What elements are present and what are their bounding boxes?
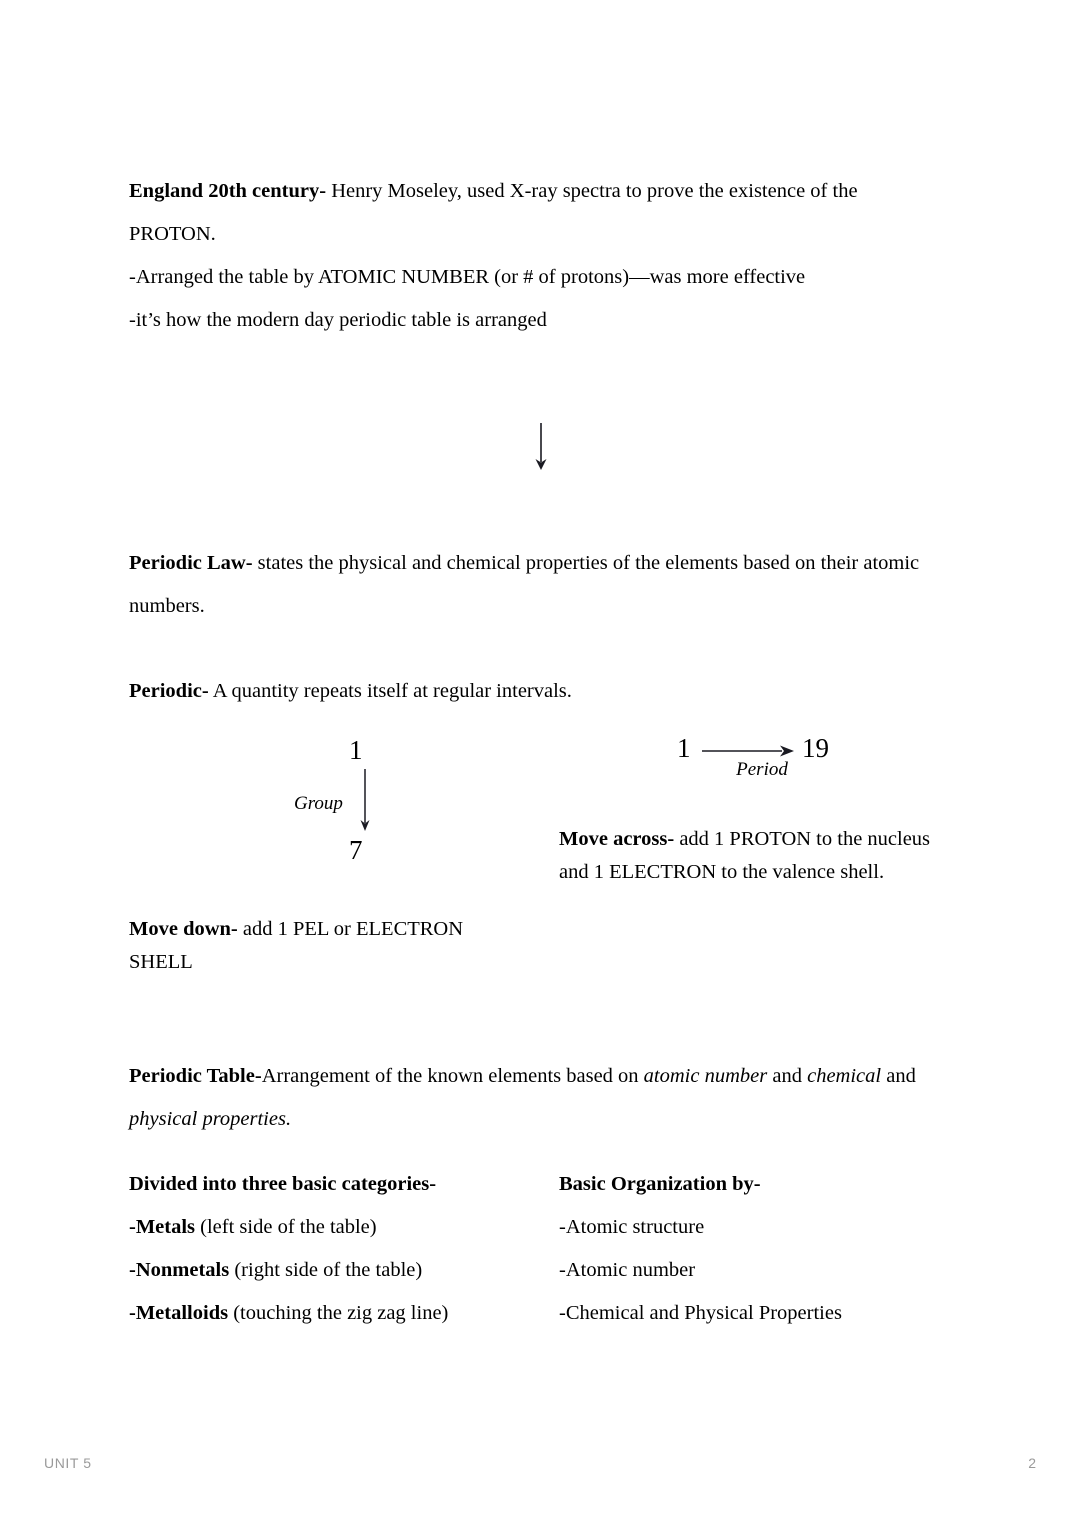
text-periodic-table-3: and <box>881 1065 916 1087</box>
definition-periodic-table <box>129 1055 931 1141</box>
page-content <box>129 170 931 1363</box>
move-down-paragraph <box>129 913 529 979</box>
period-start-value: 1 <box>677 733 691 763</box>
list-item: -Atomic number <box>559 1259 696 1281</box>
group-end-value: 7 <box>349 835 363 865</box>
group-diagram-label: Group <box>294 793 343 814</box>
categories-heading <box>129 1163 549 1206</box>
group-diagram <box>294 735 524 895</box>
spacer-after-law <box>129 628 931 670</box>
categories-heading-text: Divided into three basic categories- <box>129 1173 437 1195</box>
organization-heading-text: Basic Organization by- <box>559 1173 761 1195</box>
text-move-down: add 1 PEL or ELECTRON SHELL <box>129 918 464 973</box>
text-periodic-table-1: Arrangement of the known elements based on <box>261 1065 644 1087</box>
nonmetals-dash: - <box>129 1259 136 1281</box>
categories-column <box>129 1163 549 1335</box>
footer-unit-label: UNIT 5 <box>44 1455 92 1471</box>
metals-dash: - <box>129 1216 136 1238</box>
text-periodic-law: states the physical and chemical properties of the elements based on their atomic numbers. <box>129 552 920 617</box>
group-start-value: 1 <box>349 735 363 765</box>
intro-paragraph-moseley <box>129 170 931 256</box>
flow-arrow-container <box>129 402 931 464</box>
list-item <box>129 1249 549 1292</box>
definition-periodic-law <box>129 542 931 628</box>
move-across-paragraph <box>559 823 939 889</box>
text-move-across: add 1 PROTON to the nucleus and 1 ELECTRON to the valence shell. <box>559 828 931 883</box>
italic-atomic-number: atomic number <box>643 1065 768 1087</box>
term-periodic: Periodic- <box>129 680 209 702</box>
text-periodic: A quantity repeats itself at regular intervals. <box>208 680 572 702</box>
organization-column <box>559 1163 931 1335</box>
metals-label: Metals <box>135 1216 196 1238</box>
spacer-after-intro <box>129 342 931 402</box>
footer-page-number: 2 <box>1028 1455 1036 1471</box>
term-periodic-law: Periodic Law- <box>129 552 253 574</box>
metalloids-dash: - <box>129 1302 136 1324</box>
italic-physical-properties: physical properties. <box>129 1108 292 1130</box>
definition-periodic <box>129 670 931 713</box>
organization-heading <box>559 1163 931 1206</box>
move-down-block <box>129 913 529 979</box>
list-item <box>129 1292 549 1335</box>
list-item: -Chemical and Physical Properties <box>559 1302 842 1324</box>
spacer-before-periodic-table <box>129 985 931 1055</box>
down-arrow-icon <box>356 769 374 840</box>
intro-paragraph-atomic-number: -Arranged the table by ATOMIC NUMBER (or # of protons)—was more effective <box>129 266 806 288</box>
period-diagram <box>677 733 937 803</box>
text-periodic-table-2: and <box>767 1065 808 1087</box>
italic-chemical: chemical <box>807 1065 882 1087</box>
list-item <box>129 1206 549 1249</box>
nonmetals-detail: (right side of the table) <box>229 1259 423 1281</box>
metals-detail: (left side of the table) <box>195 1216 377 1238</box>
down-arrow-icon <box>529 422 553 479</box>
move-across-block <box>559 823 939 889</box>
list-item: -Atomic structure <box>559 1216 705 1238</box>
intro-text-moseley: Henry Moseley, used X-ray spectra to prove the existence of the PROTON. <box>129 180 858 245</box>
intro-term-england: England 20th century- <box>129 180 327 202</box>
intro-paragraph-modern-table: -it’s how the modern day periodic table is arranged <box>129 309 547 331</box>
group-period-diagram-region <box>129 735 931 985</box>
period-diagram-label: Period <box>736 759 788 780</box>
nonmetals-label: Nonmetals <box>135 1259 230 1281</box>
page-footer <box>0 1455 1080 1495</box>
term-periodic-table: Periodic Table- <box>129 1065 262 1087</box>
metalloids-detail: (touching the zig zag line) <box>228 1302 449 1324</box>
period-end-value: 19 <box>802 733 829 763</box>
metalloids-label: Metalloids <box>135 1302 229 1324</box>
spacer-before-diagram <box>129 713 931 735</box>
bottom-columns <box>129 1163 931 1363</box>
term-move-across: Move across- <box>559 828 675 850</box>
term-move-down: Move down- <box>129 918 238 940</box>
spacer-before-columns <box>129 1141 931 1163</box>
